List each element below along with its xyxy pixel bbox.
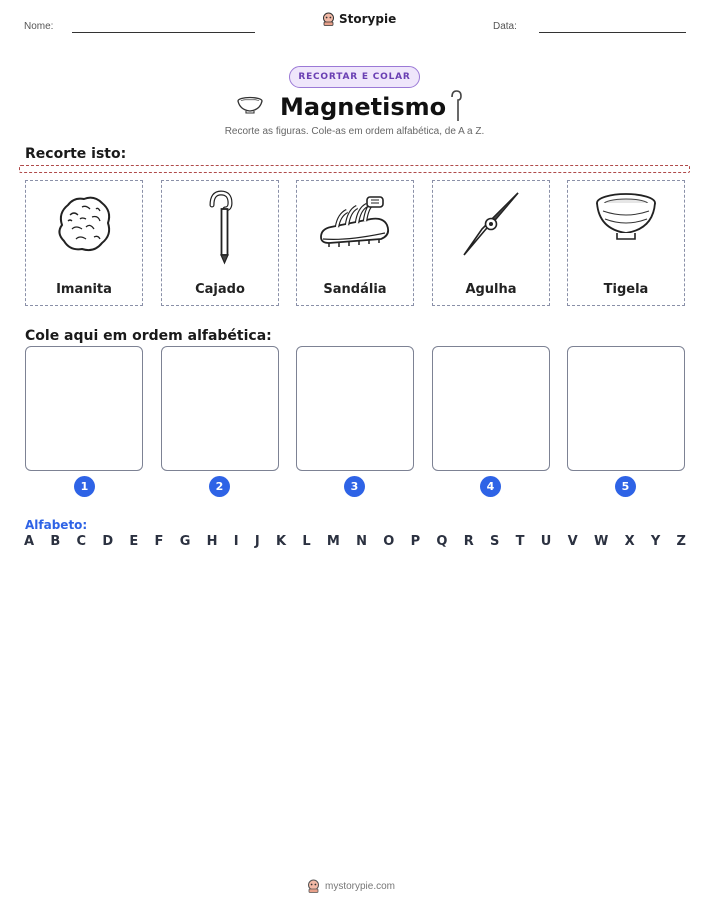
slot-number-badge: 2 bbox=[209, 476, 230, 497]
cut-card-cajado[interactable] bbox=[161, 180, 279, 306]
card-label: Agulha bbox=[465, 282, 517, 297]
date-label: Data: bbox=[493, 21, 517, 32]
alphabet-heading: Alfabeto: bbox=[25, 518, 88, 532]
cut-heading: Recorte isto: bbox=[25, 146, 127, 162]
needle-icon bbox=[456, 189, 526, 259]
slot-number-badge: 3 bbox=[344, 476, 365, 497]
alphabet-letter: J bbox=[254, 534, 260, 549]
storypie-mascot-icon bbox=[307, 879, 320, 893]
alphabet-letter: I bbox=[233, 534, 239, 549]
cut-dashed-line bbox=[19, 165, 690, 173]
alphabet-letter: P bbox=[410, 534, 421, 549]
bowl-icon bbox=[236, 95, 264, 115]
lodestone-icon bbox=[52, 189, 116, 261]
cut-card-agulha[interactable] bbox=[432, 180, 550, 306]
cut-card-imanita[interactable] bbox=[25, 180, 143, 306]
instructions: Recorte as figuras. Cole-as em ordem alfabética, de A a Z. bbox=[224, 126, 485, 137]
alphabet-row bbox=[24, 534, 686, 549]
alphabet-letter: X bbox=[624, 534, 635, 549]
alphabet-letter: H bbox=[206, 534, 218, 549]
page-title: Magnetismo bbox=[280, 93, 447, 121]
paste-heading: Cole aqui em ordem alfabética: bbox=[25, 328, 272, 344]
staff-icon bbox=[448, 89, 464, 123]
alphabet-letter: K bbox=[276, 534, 287, 549]
alphabet-letter: E bbox=[129, 534, 139, 549]
alphabet-letter: L bbox=[302, 534, 311, 549]
alphabet-letter: G bbox=[179, 534, 191, 549]
sandal-icon bbox=[317, 189, 393, 251]
slot-number-badge: 4 bbox=[480, 476, 501, 497]
alphabet-letter: C bbox=[76, 534, 87, 549]
alphabet-letter: N bbox=[356, 534, 368, 549]
name-label: Nome: bbox=[24, 21, 54, 32]
alphabet-letter: D bbox=[102, 534, 114, 549]
alphabet-letter: V bbox=[567, 534, 578, 549]
alphabet-letter: F bbox=[154, 534, 164, 549]
alphabet-letter: W bbox=[593, 534, 609, 549]
brand-name: Storypie bbox=[339, 12, 397, 26]
cut-card-sandalia[interactable] bbox=[296, 180, 414, 306]
paste-slot-5[interactable] bbox=[567, 346, 685, 471]
card-label: Tigela bbox=[603, 282, 649, 297]
date-line[interactable] bbox=[539, 32, 686, 33]
alphabet-letter: Q bbox=[436, 534, 448, 549]
alphabet-letter: T bbox=[515, 534, 525, 549]
slot-number-badge: 5 bbox=[615, 476, 636, 497]
alphabet-letter: A bbox=[24, 534, 35, 549]
slot-number-badge: 1 bbox=[74, 476, 95, 497]
alphabet-letter: O bbox=[383, 534, 395, 549]
cut-card-tigela[interactable] bbox=[567, 180, 685, 306]
card-label: Imanita bbox=[56, 282, 112, 297]
brand-logo bbox=[322, 12, 396, 26]
alphabet-letter: U bbox=[540, 534, 552, 549]
card-label: Cajado bbox=[195, 282, 245, 297]
footer bbox=[307, 879, 395, 893]
paste-slot-1[interactable] bbox=[25, 346, 143, 471]
paste-slot-4[interactable] bbox=[432, 346, 550, 471]
footer-url[interactable]: mystorypie.com bbox=[325, 880, 396, 892]
paste-slot-2[interactable] bbox=[161, 346, 279, 471]
alphabet-letter: M bbox=[326, 534, 340, 549]
alphabet-letter: R bbox=[463, 534, 474, 549]
card-label: Sandália bbox=[323, 282, 387, 297]
storypie-mascot-icon bbox=[322, 12, 335, 26]
alphabet-letter: Y bbox=[650, 534, 661, 549]
alphabet-letter: Z bbox=[676, 534, 686, 549]
alphabet-letter: S bbox=[490, 534, 500, 549]
alphabet-letter: B bbox=[50, 534, 61, 549]
activity-badge: RECORTAR E COLAR bbox=[289, 66, 420, 88]
bowl-icon bbox=[593, 189, 659, 245]
staff-icon bbox=[200, 189, 240, 267]
paste-slot-3[interactable] bbox=[296, 346, 414, 471]
name-line[interactable] bbox=[72, 32, 255, 33]
